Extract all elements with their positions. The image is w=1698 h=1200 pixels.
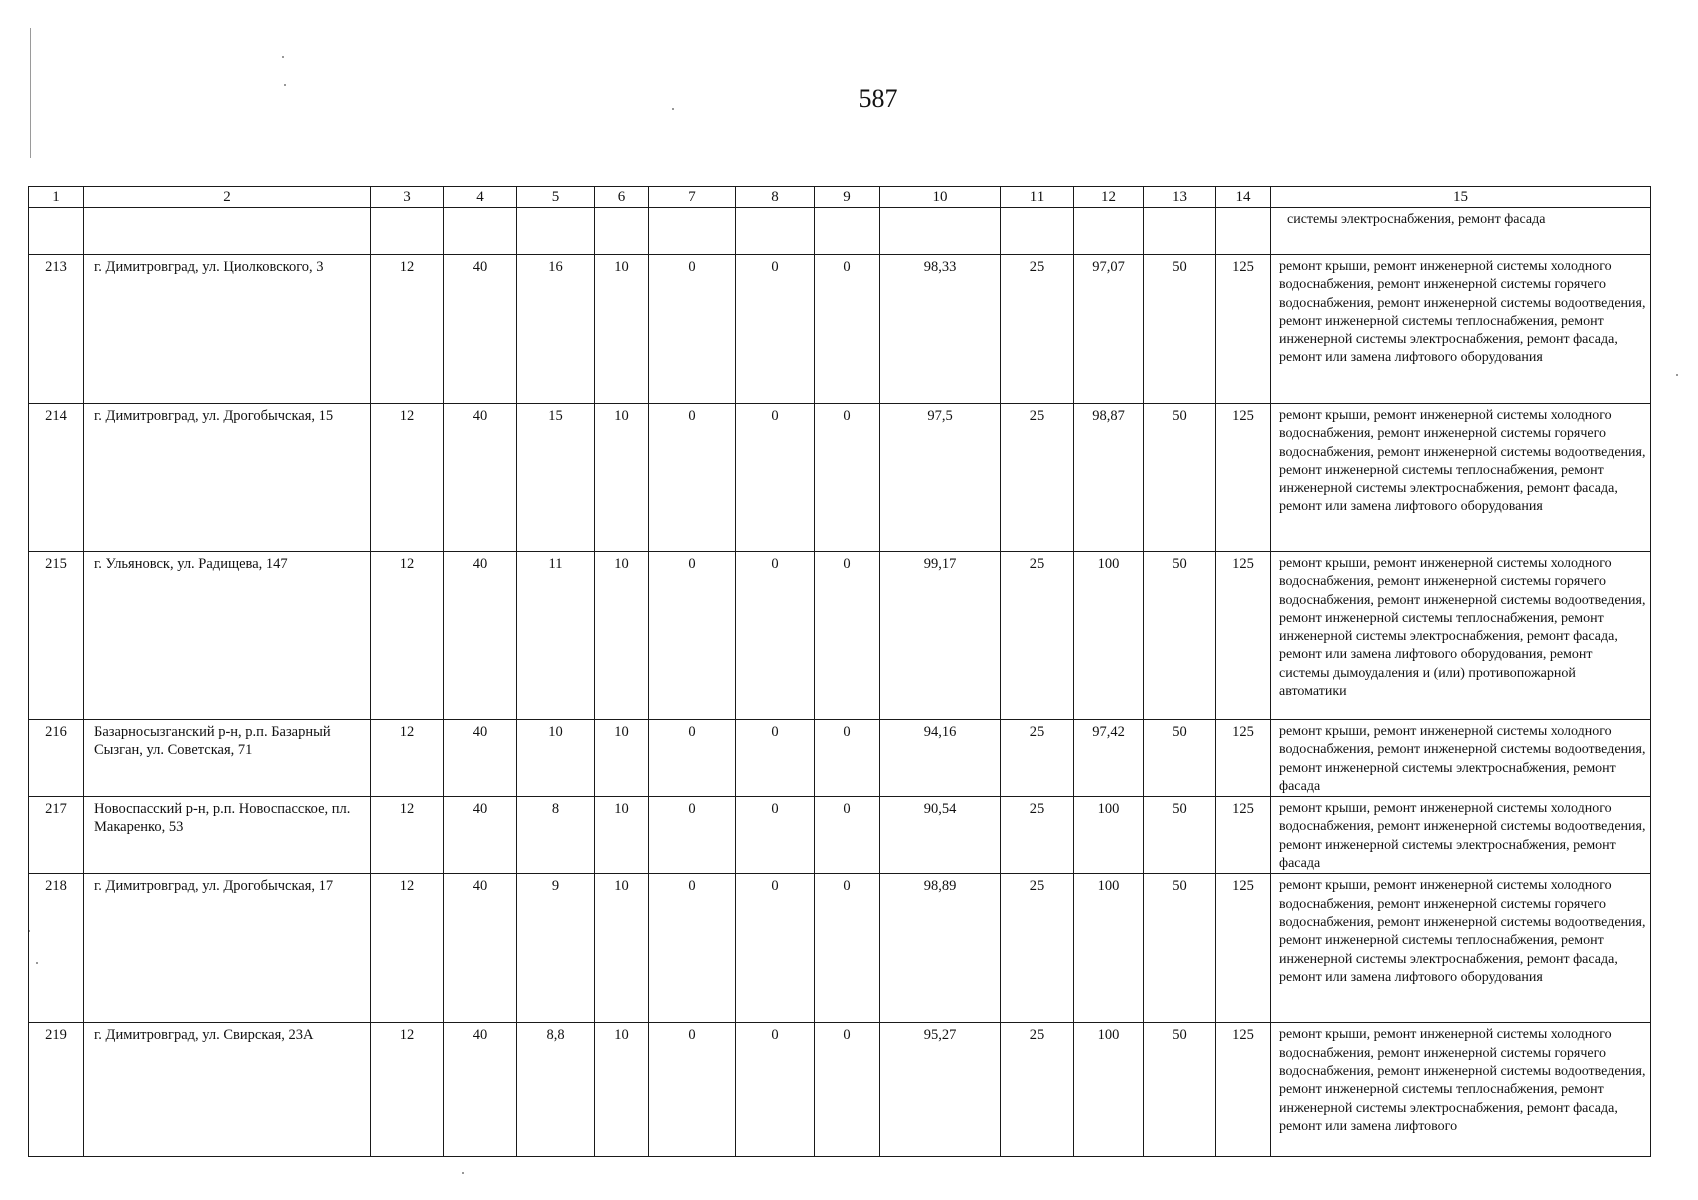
address-cell: г. Димитровград, ул. Свирская, 23А <box>84 1023 371 1157</box>
value-cell-col-13: 50 <box>1144 1023 1216 1157</box>
value-cell-col-14: 125 <box>1216 797 1271 874</box>
value-cell-col-11: 25 <box>1001 552 1074 720</box>
column-number: 5 <box>517 187 595 208</box>
value-cell-col-5: 10 <box>517 720 595 797</box>
value-cell-col-7: 0 <box>649 720 736 797</box>
value-cell-col-6: 10 <box>595 874 649 1023</box>
value-cell-col-9: 0 <box>815 552 880 720</box>
address-cell: Базарносызганский р-н, р.п. Базарный Сызган, ул. Советская, 71 <box>84 720 371 797</box>
table-row <box>29 255 1651 404</box>
value-cell-col-10: 99,17 <box>880 552 1001 720</box>
row-number-cell: 218 <box>29 874 84 1023</box>
works-cell: ремонт крыши, ремонт инженерной системы холодного водоснабжения, ремонт инженерной системы горячего водоснабжения, ремонт инженерной системы водоотведения, ремонт инженерной системы теплоснабжения, ремонт инженерной системы электроснабжения, ремонт фасада, ремонт или замена лифтового <box>1271 1023 1651 1157</box>
value-cell-col-9: 0 <box>815 404 880 552</box>
value-cell-col-14: 125 <box>1216 720 1271 797</box>
table-row <box>29 552 1651 720</box>
value-cell-col-5: 8 <box>517 797 595 874</box>
value-cell-col-14: 125 <box>1216 255 1271 404</box>
row-number-cell: 213 <box>29 255 84 404</box>
value-cell-col-5: 11 <box>517 552 595 720</box>
value-cell-col-3: 12 <box>371 797 444 874</box>
table-row <box>29 797 1651 874</box>
works-cell: системы электроснабжения, ремонт фасада <box>1271 208 1651 255</box>
works-cell: ремонт крыши, ремонт инженерной системы холодного водоснабжения, ремонт инженерной системы водоотведения, ремонт инженерной системы электроснабжения, ремонт фасада <box>1271 797 1651 874</box>
value-cell-col-6: 10 <box>595 1023 649 1157</box>
value-cell-col-8: 0 <box>736 1023 815 1157</box>
value-cell-col-5: 16 <box>517 255 595 404</box>
binding-margin-line <box>30 28 31 158</box>
column-number: 10 <box>880 187 1001 208</box>
table-row <box>29 404 1651 552</box>
column-number: 9 <box>815 187 880 208</box>
value-cell-col-8: 0 <box>736 720 815 797</box>
value-cell-col-7: 0 <box>649 404 736 552</box>
value-cell-col-5: 8,8 <box>517 1023 595 1157</box>
address-cell: г. Димитровград, ул. Дрогобычская, 17 <box>84 874 371 1023</box>
row-number-cell: 214 <box>29 404 84 552</box>
works-cell: ремонт крыши, ремонт инженерной системы холодного водоснабжения, ремонт инженерной системы горячего водоснабжения, ремонт инженерной системы водоотведения, ремонт инженерной системы теплоснабжения, ремонт инженерной системы электроснабжения, ремонт фасада, ремонт или замена лифтового оборудования, ремонт системы дымоудаления и (или) противопожарной автоматики <box>1271 552 1651 720</box>
continuation-row <box>29 208 1651 255</box>
value-cell-col-13: 50 <box>1144 797 1216 874</box>
value-cell-col-12: 100 <box>1074 874 1144 1023</box>
column-number: 4 <box>444 187 517 208</box>
address-cell: г. Димитровград, ул. Циолковского, 3 <box>84 255 371 404</box>
value-cell-col-11: 25 <box>1001 255 1074 404</box>
value-cell-col-3: 12 <box>371 552 444 720</box>
value-cell-col-12: 98,87 <box>1074 404 1144 552</box>
value-cell-col-7: 0 <box>649 1023 736 1157</box>
column-number: 11 <box>1001 187 1074 208</box>
column-number: 14 <box>1216 187 1271 208</box>
value-cell-col-13: 50 <box>1144 404 1216 552</box>
value-cell-col-3: 12 <box>371 720 444 797</box>
value-cell-col-8: 0 <box>736 404 815 552</box>
value-cell-col-9: 0 <box>815 874 880 1023</box>
scan-speck <box>462 1172 464 1174</box>
value-cell-col-7: 0 <box>649 552 736 720</box>
value-cell-col-13: 50 <box>1144 552 1216 720</box>
value-cell-col-10: 98,89 <box>880 874 1001 1023</box>
value-cell-col-12: 100 <box>1074 552 1144 720</box>
value-cell-col-14: 125 <box>1216 552 1271 720</box>
value-cell-col-12: 100 <box>1074 1023 1144 1157</box>
value-cell-col-7: 0 <box>649 797 736 874</box>
value-cell-col-8: 0 <box>736 797 815 874</box>
value-cell-col-6: 10 <box>595 552 649 720</box>
value-cell-col-10: 90,54 <box>880 797 1001 874</box>
value-cell-col-5: 9 <box>517 874 595 1023</box>
value-cell-col-13: 50 <box>1144 874 1216 1023</box>
column-number: 2 <box>84 187 371 208</box>
value-cell-col-14: 125 <box>1216 404 1271 552</box>
scan-speck <box>672 108 674 110</box>
scan-speck <box>282 56 284 58</box>
value-cell-col-11: 25 <box>1001 404 1074 552</box>
works-cell: ремонт крыши, ремонт инженерной системы холодного водоснабжения, ремонт инженерной системы горячего водоснабжения, ремонт инженерной системы водоотведения, ремонт инженерной системы теплоснабжения, ремонт инженерной системы электроснабжения, ремонт фасада, ремонт или замена лифтового оборудования <box>1271 874 1651 1023</box>
value-cell-col-8: 0 <box>736 552 815 720</box>
works-cell: ремонт крыши, ремонт инженерной системы холодного водоснабжения, ремонт инженерной системы горячего водоснабжения, ремонт инженерной системы водоотведения, ремонт инженерной системы теплоснабжения, ремонт инженерной системы электроснабжения, ремонт фасада, ремонт или замена лифтового оборудования <box>1271 255 1651 404</box>
row-number-cell: 216 <box>29 720 84 797</box>
value-cell-col-10: 94,16 <box>880 720 1001 797</box>
value-cell-col-6: 10 <box>595 797 649 874</box>
value-cell-col-10: 97,5 <box>880 404 1001 552</box>
value-cell-col-7: 0 <box>649 255 736 404</box>
column-number: 15 <box>1271 187 1651 208</box>
value-cell-col-6: 10 <box>595 255 649 404</box>
value-cell-col-9: 0 <box>815 720 880 797</box>
value-cell-col-3: 12 <box>371 1023 444 1157</box>
value-cell-col-3: 12 <box>371 255 444 404</box>
value-cell-col-12: 97,42 <box>1074 720 1144 797</box>
value-cell-col-9: 0 <box>815 797 880 874</box>
row-number-cell: 217 <box>29 797 84 874</box>
column-number: 6 <box>595 187 649 208</box>
value-cell-col-14: 125 <box>1216 874 1271 1023</box>
page-number: 587 <box>858 84 898 113</box>
value-cell-col-13: 50 <box>1144 720 1216 797</box>
value-cell-col-4: 40 <box>444 404 517 552</box>
column-number: 13 <box>1144 187 1216 208</box>
value-cell-col-4: 40 <box>444 720 517 797</box>
address-cell: г. Ульяновск, ул. Радищева, 147 <box>84 552 371 720</box>
value-cell-col-4: 40 <box>444 255 517 404</box>
table-row <box>29 1023 1651 1157</box>
value-cell-col-3: 12 <box>371 874 444 1023</box>
column-number: 8 <box>736 187 815 208</box>
value-cell-col-11: 25 <box>1001 874 1074 1023</box>
value-cell-col-9: 0 <box>815 255 880 404</box>
row-number-cell: 219 <box>29 1023 84 1157</box>
value-cell-col-13: 50 <box>1144 255 1216 404</box>
column-number: 3 <box>371 187 444 208</box>
value-cell-col-4: 40 <box>444 552 517 720</box>
column-numbers-row <box>29 187 1651 208</box>
value-cell-col-11: 25 <box>1001 720 1074 797</box>
address-cell: Новоспасский р-н, р.п. Новоспасское, пл. Макаренко, 53 <box>84 797 371 874</box>
address-cell: г. Димитровград, ул. Дрогобычская, 15 <box>84 404 371 552</box>
works-cell: ремонт крыши, ремонт инженерной системы холодного водоснабжения, ремонт инженерной системы водоотведения, ремонт инженерной системы электроснабжения, ремонт фасада <box>1271 720 1651 797</box>
value-cell-col-12: 100 <box>1074 797 1144 874</box>
value-cell-col-8: 0 <box>736 255 815 404</box>
column-number: 1 <box>29 187 84 208</box>
column-number: 7 <box>649 187 736 208</box>
table-row <box>29 874 1651 1023</box>
works-cell: ремонт крыши, ремонт инженерной системы холодного водоснабжения, ремонт инженерной системы горячего водоснабжения, ремонт инженерной системы водоотведения, ремонт инженерной системы теплоснабжения, ремонт инженерной системы электроснабжения, ремонт фасада, ремонт или замена лифтового оборудования <box>1271 404 1651 552</box>
value-cell-col-11: 25 <box>1001 1023 1074 1157</box>
value-cell-col-12: 97,07 <box>1074 255 1144 404</box>
value-cell-col-6: 10 <box>595 720 649 797</box>
value-cell-col-4: 40 <box>444 797 517 874</box>
repair-program-table <box>28 186 1651 1157</box>
column-number: 12 <box>1074 187 1144 208</box>
value-cell-col-7: 0 <box>649 874 736 1023</box>
value-cell-col-10: 95,27 <box>880 1023 1001 1157</box>
value-cell-col-4: 40 <box>444 874 517 1023</box>
value-cell-col-14: 125 <box>1216 1023 1271 1157</box>
scan-speck <box>1676 374 1678 376</box>
value-cell-col-6: 10 <box>595 404 649 552</box>
value-cell-col-8: 0 <box>736 874 815 1023</box>
table-row <box>29 720 1651 797</box>
row-number-cell: 215 <box>29 552 84 720</box>
value-cell-col-11: 25 <box>1001 797 1074 874</box>
value-cell-col-5: 15 <box>517 404 595 552</box>
scan-speck <box>284 84 286 86</box>
value-cell-col-10: 98,33 <box>880 255 1001 404</box>
value-cell-col-4: 40 <box>444 1023 517 1157</box>
value-cell-col-9: 0 <box>815 1023 880 1157</box>
table-body <box>29 187 1651 1157</box>
value-cell-col-3: 12 <box>371 404 444 552</box>
